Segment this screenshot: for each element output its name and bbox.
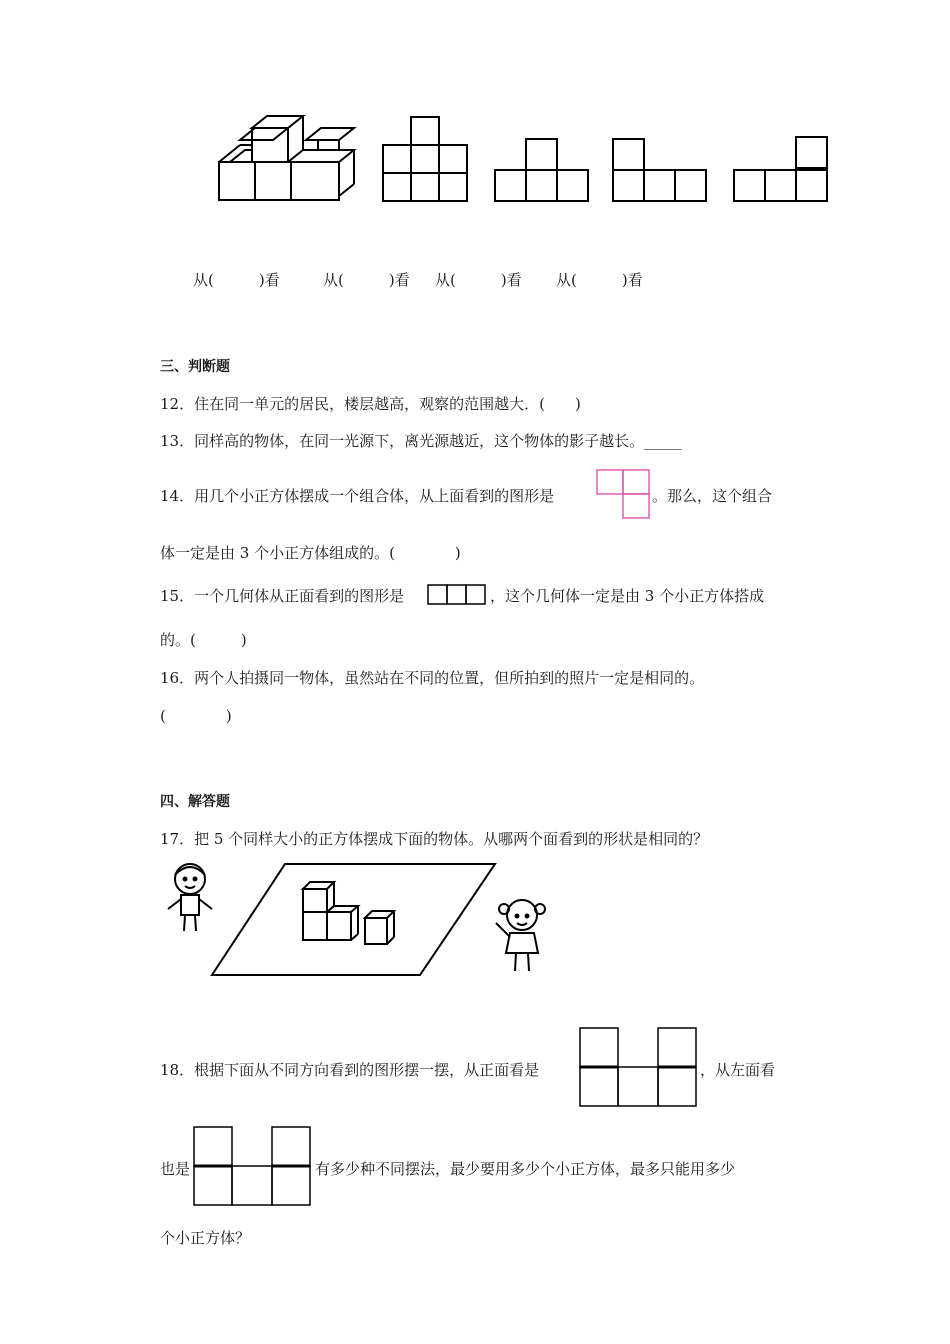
question-13: 13．同样高的物体，在同一光源下，离光源越近，这个物体的影子越长。_____ xyxy=(160,432,682,450)
section3-heading: 三、判断题 xyxy=(160,359,230,375)
section4-heading: 四、解答题 xyxy=(160,794,230,810)
top-view-pink-figure xyxy=(596,469,652,521)
view-figure-4 xyxy=(734,135,832,205)
view-label-4: 从( )看 xyxy=(556,271,643,289)
question-18-text-c: 也是 xyxy=(160,1160,191,1178)
question-16-line-1: 16．两个人拍摄同一物体，虽然站在不同的位置，但所拍到的照片一定是相同的。 xyxy=(160,669,705,687)
front-view-three-squares xyxy=(427,584,489,606)
question-18-text-a: 18．根据下面从不同方向看到的图形摆一摆，从正面看是 xyxy=(160,1061,540,1079)
view-label-2: 从( )看 xyxy=(323,271,410,289)
view-figure-3 xyxy=(613,137,708,207)
front-view-figure xyxy=(579,1027,699,1109)
question-14-text-b: 。那么，这个组合 xyxy=(652,487,773,505)
board-with-cubes xyxy=(210,862,500,980)
question-18-text-b: ，从左面看 xyxy=(700,1061,776,1079)
question-16-line-2: ( ) xyxy=(160,707,232,725)
left-view-figure xyxy=(193,1126,315,1208)
view-label-3: 从( )看 xyxy=(435,271,522,289)
question-15-text-b: ，这个几何体一定是由 3 个小正方体搭成 xyxy=(490,587,765,605)
question-14-text-a: 14．用几个小正方体摆成一个组合体，从上面看到的图形是 xyxy=(160,487,555,505)
question-17: 17．把 5 个同样大小的正方体摆成下面的物体。从哪两个面看到的形状是相同的？ xyxy=(160,830,709,848)
question-12: 12．住在同一单元的居民，楼层越高，观察的范围越大．( ) xyxy=(160,395,581,413)
question-18-text-d: 有多少种不同摆法，最少要用多少个小正方体，最多只能用多少 xyxy=(315,1160,736,1178)
view-figure-1 xyxy=(383,115,473,205)
girl-icon xyxy=(490,893,550,978)
question-15-text-a: 15．一个几何体从正面看到的图形是 xyxy=(160,587,405,605)
question-15-line-2: 的。( ) xyxy=(160,631,247,649)
view-label-1: 从( )看 xyxy=(193,271,280,289)
view-figure-2 xyxy=(495,137,590,207)
question-18-line-3: 个小正方体？ xyxy=(160,1229,251,1247)
question-14-line-2: 体一定是由 3 个小正方体组成的。( ) xyxy=(160,544,461,562)
